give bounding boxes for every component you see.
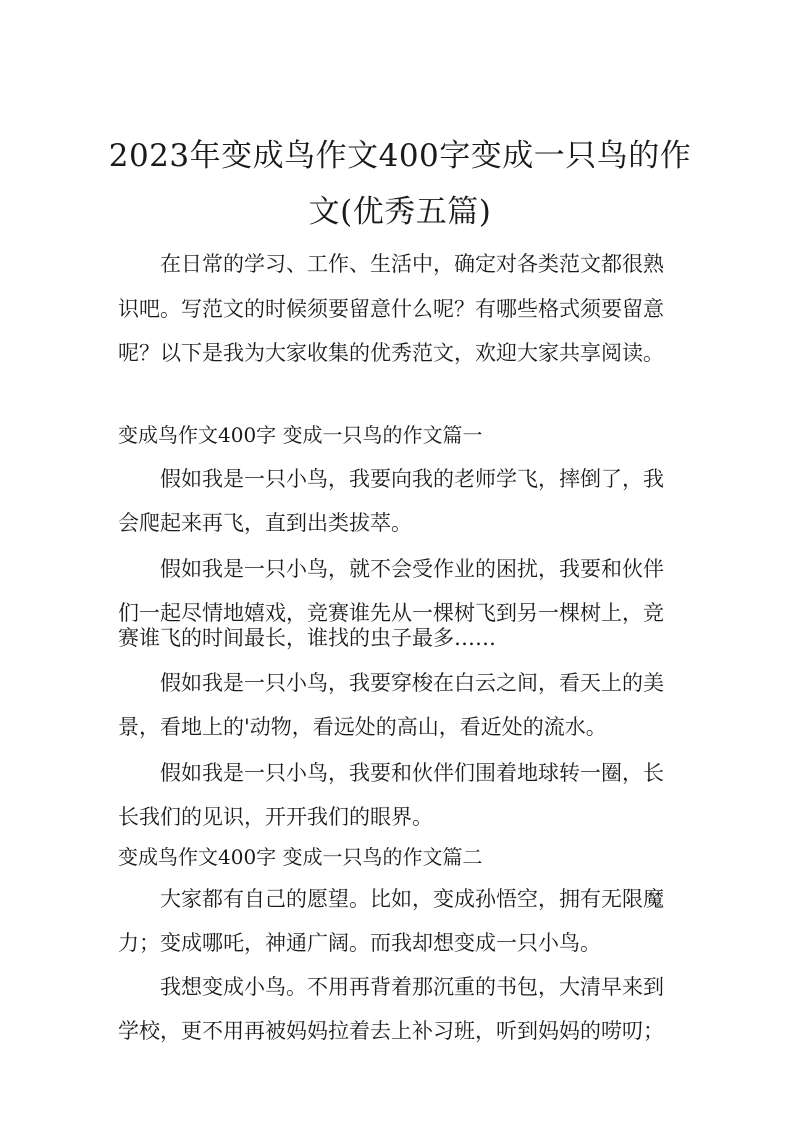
title-line-2: 文(优秀五篇) <box>308 194 492 230</box>
paragraph-line: 景，看地上的'动物，看远处的高山，看近处的流水。 <box>118 715 607 739</box>
intro-line-1: 在日常的学习、工作、生活中，确定对各类范文都很熟 <box>160 252 664 276</box>
section-heading-1: 变成鸟作文400字 变成一只鸟的作文篇一 <box>118 423 483 447</box>
paragraph-line: 学校，更不用再被妈妈拉着去上补习班，听到妈妈的唠叨； <box>118 1019 664 1043</box>
paragraph-line: 我想变成小鸟。不用再背着那沉重的书包，大清早来到 <box>160 975 664 999</box>
intro-line-2: 识吧。写范文的时候须要留意什么呢？有哪些格式须要留意 <box>118 297 664 321</box>
paragraph-line: 们一起尽情地嬉戏，竞赛谁先从一棵树飞到另一棵树上，竞 <box>118 601 664 625</box>
paragraph-line: 赛谁飞的时间最长，谁找的虫子最多…… <box>118 626 496 650</box>
paragraph-line: 大家都有自己的愿望。比如，变成孙悟空，拥有无限魔 <box>160 887 664 911</box>
paragraph-line: 假如我是一只小鸟，我要向我的老师学飞，摔倒了，我 <box>160 467 664 491</box>
paragraph-line: 假如我是一只小鸟，我要和伙伴们围着地球转一圈，长 <box>160 761 664 785</box>
paragraph-line: 假如我是一只小鸟，就不会受作业的困扰，我要和伙伴 <box>160 557 664 581</box>
paragraph-line: 力；变成哪吒，神通广阔。而我却想变成一只小鸟。 <box>118 931 601 955</box>
intro-line-3: 呢？以下是我为大家收集的优秀范文，欢迎大家共享阅读。 <box>118 341 664 365</box>
paragraph-line: 长我们的见识，开开我们的眼界。 <box>118 805 433 829</box>
document-title <box>0 128 800 240</box>
title-line-1: 2023年变成鸟作文400字变成一只鸟的作 <box>108 138 692 174</box>
paragraph-line: 假如我是一只小鸟，我要穿梭在白云之间，看天上的美 <box>160 671 664 695</box>
paragraph-line: 会爬起来再飞，直到出类拔萃。 <box>118 511 412 535</box>
section-heading-2: 变成鸟作文400字 变成一只鸟的作文篇二 <box>118 845 483 869</box>
